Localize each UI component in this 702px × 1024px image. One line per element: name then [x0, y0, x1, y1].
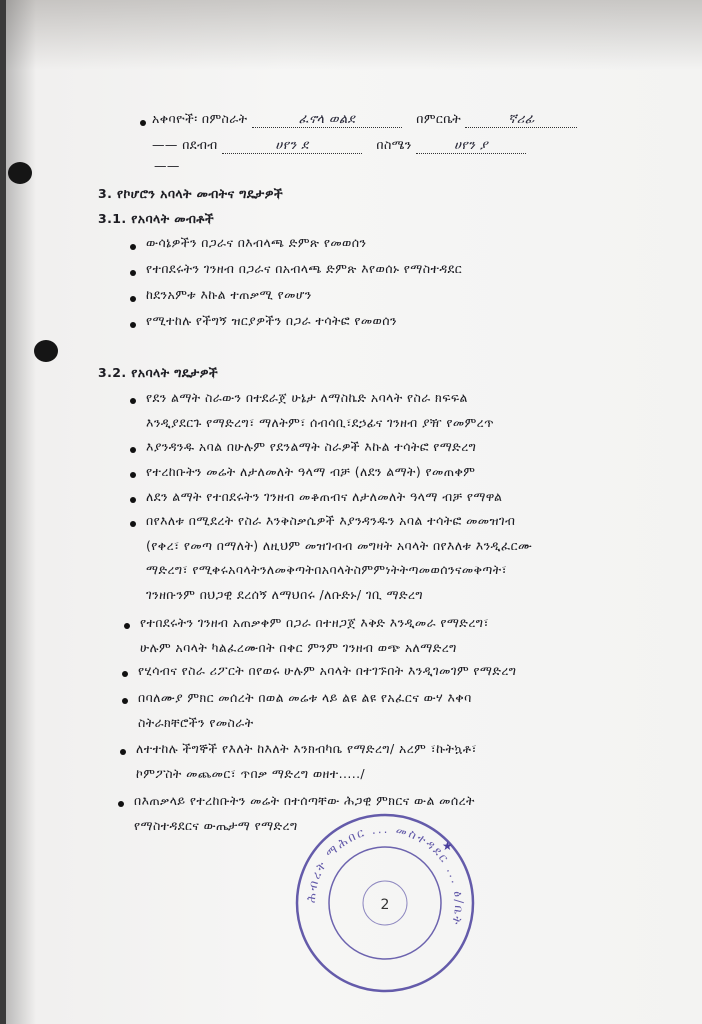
duty-item-3: የተረከቡትን መሬት ለታለመለት ዓላማ ብቻ (ለደን ልማት) የመጠቀም — [146, 464, 476, 479]
right-item-4: የሚተከሉ የችግኝ ዝርያዎችን በጋራ ተሳትፎ የመወሰን — [146, 313, 397, 328]
svg-text:★: ★ — [442, 839, 453, 853]
section-3-title: 3. የኮሆሮን አባላት መብትና ግዴታዎች — [98, 186, 284, 201]
duty-item-1: የደን ልማት ስራውን በተደራጀ ሁኔታ ለማስኬድ አባላት የስራ ክፍፍል እንዲያደርጉ የማድረግ፣ ማለትም፣ ሰብሳቢ፣ደኃፊና ገንዘብ ያዥ የመምረጥ — [146, 390, 494, 430]
section-3-2-title: 3.2. የአባላት ግዴታዎች — [98, 365, 219, 380]
bullet — [140, 120, 146, 126]
header-line2-handwritten2: ሀየን ያ — [416, 138, 526, 154]
stamp-ring-text: ሕብረት ማሕበር ... መስተዳደር ... ፅ/ቤት — [303, 821, 467, 928]
header-line-1 — [152, 111, 577, 128]
stamp-center: 2 — [380, 897, 390, 913]
header-line1-handwritten: ፈኖላ ወልደ — [252, 112, 402, 128]
duty-item-2: እያንዳንዱ አባል በሁሉም የደንልማት ስራዎች እኩል ተሳትፎ የማድረግ — [146, 439, 477, 454]
header-line1-mid: በምርቤት — [416, 111, 462, 126]
right-item-1: ውሳኔዎችን በጋራና በእብላጫ ድምጽ የመወሰን — [146, 235, 367, 250]
header-line2-prefix: በደብብ — [182, 137, 218, 152]
right-item-2: የተበደሩትን ገንዘብ በጋራና በአብላጫ ድምጽ እየወሰኑ የማስተዳደር — [146, 261, 463, 276]
duty-item-6: የተበደሩትን ገንዘብ አጠቃቀም በጋራ በተዘጋጀ እቅድ እንዲመራ የማድረግ፣ ሁሉም አባላት ካልፈረሙበት በቀር ምንም ገንዘብ ወጭ አለማድረግ — [140, 615, 489, 655]
header-line1-handwritten2: ኛሪፊ — [465, 112, 577, 128]
duty-item-4: ለደን ልማት የተበደሩትን ገንዘብ መቆጠብና ለታለመለት ዓላማ ብቻ የማዋል — [146, 489, 503, 504]
duty-item-5: በየእለቱ በሚደረት የስራ እንቅስቃሴዎች እያንዳንዱን አባል ተሳትፎ መመዝገብ (የቀረ፣ የመጣ በማለት) ለዚህም መዝገብብ መግዛት አባላት በየእለቱ እንዲፈርሙ ማድረግ፣ የሚቀሩአባላትንለመቅጣትበአባላትስምምነትትጣመወሰንናመቅጣት፣ ገንዘቡንም በህጋዊ ደረሰኝ ለማህበሩ /ለቡድኑ/ ገቢ ማድረግ — [146, 513, 533, 602]
duty-item-9: ለተተከሉ ችግኞች የእለት ከእለት እንክብካቤ የማድረግ/ አረም ፣ኩትኳቶ፣ ኮምፖስት መጨመር፣ ጥበቃ ማድረግ ወዘተ...../ — [136, 741, 477, 781]
document-body: አቀባዮች፡ በምስራት ፈኖላ ወልደ በምርቤት ኛሪፊ —— በደብብ ሀየን ደ በስሜን ሀየን ያ —— 3. የኮሆሮን አባላት መብትና ግዴታዎች 3.1. የአባላት መብቶች ውሳኔዎችን በጋራና በእብላጫ ድምጽ የመወሰን የተበደሩትን ገንዘብ በጋራና በአብላጫ ድምጽ እየወሰኑ የማስተዳደር ከደንአምቱ እኩል ተጠቃሚ የመሆን የሚተከሉ የችግኝ ዝርያዎችን በጋራ ተሳትፎ የመወሰን 3.2. የአባላት ግዴታዎች የደን ልማት ስራውን በተደራጀ ሁኔታ ለማስኬድ አባላት የስራ ክፍፍል እንዲያደርጉ የማድረግ፣ ማለትም፣ ሰብሳቢ፣ደኃፊና ገንዘብ ያዥ የመምረጥ እያንዳንዱ አባል በሁሉም የደንልማት ስራዎች እኩል ተሳትፎ የማድረግ የተረከቡትን መሬት ለታለመለት ዓላማ ብቻ (ለደን ልማት) የመጠቀም ለደን ልማት የተበደሩትን ገንዘብ መቆጠብና ለታለመለት ዓላማ ብቻ የማዋል በየእለቱ በሚደረት የስራ እንቅስቃሴዎች እያንዳንዱን አባል ተሳትፎ መመዝገብ (የቀረ፣ የመጣ በማለት) ለዚህም መዝገብብ መግዛት አባላት በየእለቱ እንዲፈርሙ ማድረግ፣ የሚቀሩአባላትንለመቅጣትበአባላትስምምነትትጣመወሰንናመቅጣት፣ ገንዘቡንም በህጋዊ ደረሰኝ ለማህበሩ /ለቡድኑ/ ገቢ ማድረግ የተበደሩትን ገንዘብ አጠቃቀም በጋራ በተዘጋጀ እቅድ እንዲመራ የማድረግ፣ ሁሉም አባላት ካልፈረሙበት በቀር ምንም ገንዘብ ወጭ አለማድረግ የሂሳብና የስራ ሪፖርት በየወሩ ሁሉም አባላት በተገኙበት እንዲገመገም የማድረግ በባለሙያ ምክር መሰረት በወል መሬቱ ላይ ልዩ ልዩ የአፈርና ውሃ እቀባ ስትራክቸሮችን የመስራት ለተተከሉ ችግኞች የእለት ከእለት እንክብካቤ የማድረግ/ አረም ፣ኩትኳቶ፣ ኮምፖስት መጨመር፣ ጥበቃ ማድረግ ወዘተ...../ በእጠቃላይ የተረከቡትን መሬት በተሰጣቸው ሕጋዊ ምክርና ውል መሰረት የማስተዳደርና ውጤታማ የማድረግ — [6, 0, 702, 1024]
duty-item-7: የሂሳብና የስራ ሪፖርት በየወሩ ሁሉም አባላት በተገኙበት እንዲገመገም የማድረግ — [138, 663, 517, 678]
header-line2-mid: በስሜን — [376, 137, 412, 152]
duty-item-10: በእጠቃላይ የተረከቡትን መሬት በተሰጣቸው ሕጋዊ ምክርና ውል መሰረት የማስተዳደርና ውጤታማ የማድረግ — [134, 793, 475, 833]
header-line1-prefix: አቀባዮች፡ በምስራት — [152, 111, 248, 126]
header-line2-handwritten: ሀየን ደ — [222, 138, 362, 154]
section-3-1-title: 3.1. የአባላት መብቶች — [98, 211, 215, 226]
header-line-2: —— በደብብ ሀየን ደ በስሜን ሀየን ያ — [152, 137, 526, 154]
official-stamp — [292, 810, 478, 996]
document-page — [6, 0, 702, 1024]
duty-item-8: በባለሙያ ምክር መሰረት በወል መሬቱ ላይ ልዩ ልዩ የአፈርና ውሃ እቀባ ስትራክቸሮችን የመስራት — [138, 690, 472, 730]
right-item-3: ከደንአምቱ እኩል ተጠቃሚ የመሆን — [146, 287, 312, 302]
